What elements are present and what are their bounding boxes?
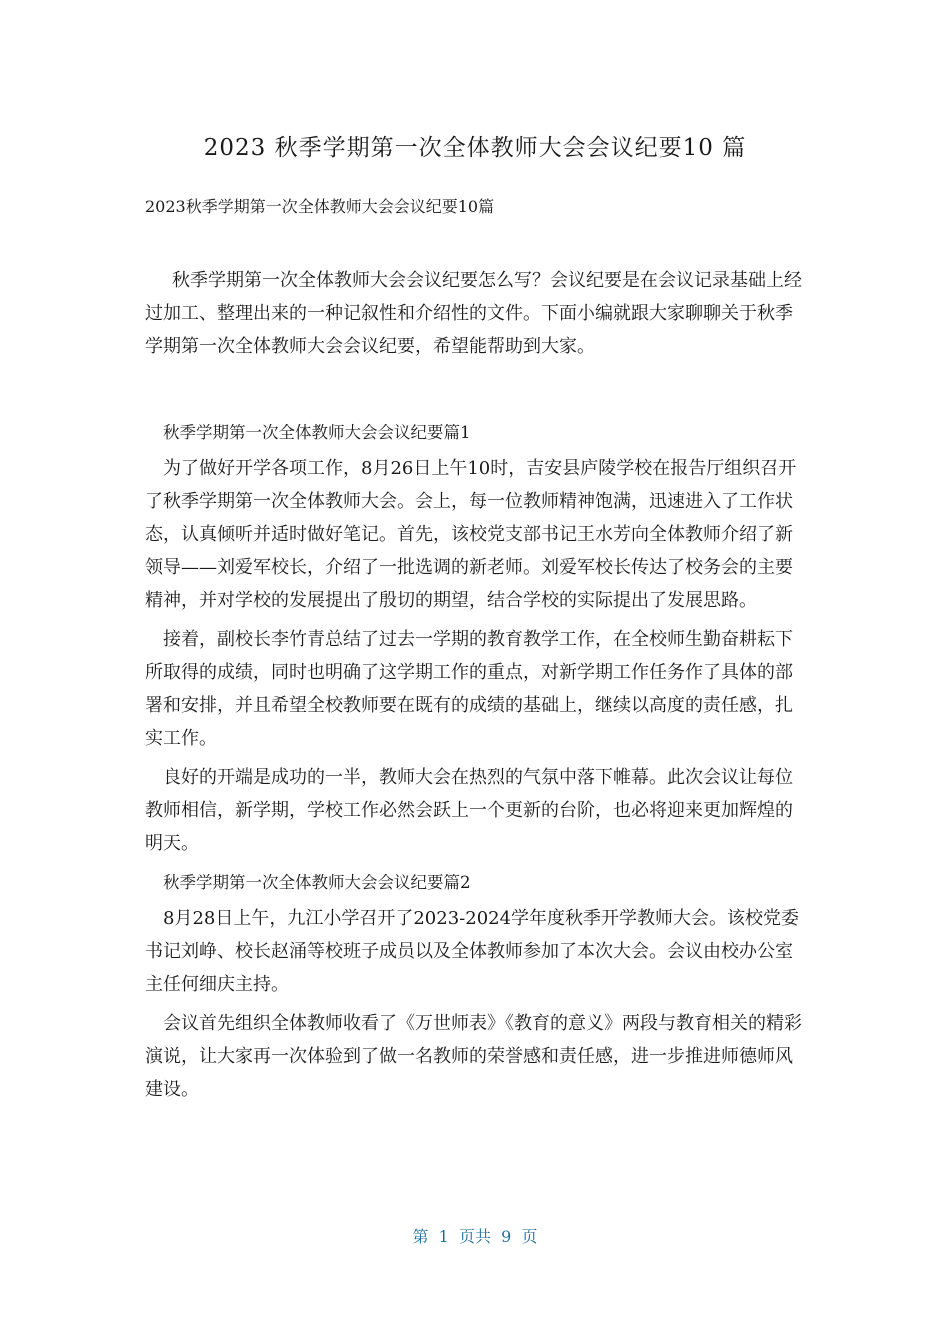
- section-heading: 秋季学期第一次全体教师大会会议纪要篇1: [163, 423, 471, 442]
- body-paragraph: 接着，副校长李竹青总结了过去一学期的教育教学工作，在全校师生勤奋耕耘下所取得的成绩，同时也明确了这学期工作的重点，对新学期工作任务作了具体的部署和安排，并且希望全校教师要在既有的成绩的基础上，继续以高度的责任感，扎实工作。: [145, 629, 793, 749]
- document-subtitle: 2023秋季学期第一次全体教师大会会议纪要10篇: [145, 197, 495, 216]
- intro-paragraph: 秋季学期第一次全体教师大会会议纪要怎么写？会议纪要是在会议记录基础上经过加工、整理出来的一种记叙性和介绍性的文件。下面小编就跟大家聊聊关于秋季学期第一次全体教师大会会议纪要，希望能帮助到大家。: [145, 270, 802, 357]
- body-paragraph: 会议首先组织全体教师收看了《万世师表》《教育的意义》两段与教育相关的精彩演说，让大家再一次体验到了做一名教师的荣誉感和责任感，进一步推进师德师风建设。: [145, 1013, 802, 1100]
- body-paragraph: 8月28日上午，九江小学召开了2023-2024学年度秋季开学教师大会。该校党委书记刘峥、校长赵涌等校班子成员以及全体教师参加了本次大会。会议由校办公室主任何细庆主持。: [145, 908, 800, 995]
- document-title: 2023 秋季学期第一次全体教师大会会议纪要10 篇: [203, 135, 747, 161]
- body-paragraph: 为了做好开学各项工作，8月26日上午10时，吉安县庐陵学校在报告厅组织召开了秋季学期第一次全体教师大会。会上，每一位教师精神饱满，迅速进入了工作状态，认真倾听并适时做好笔记。首先，该校党支部书记王水芳向全体教师介绍了新领导——刘爱军校长，介绍了一批选调的新老师。刘爱军校长传达了校务会的主要精神，并对学校的发展提出了殷切的期望，结合学校的实际提出了发展思路。: [145, 458, 797, 611]
- section-heading: 秋季学期第一次全体教师大会会议纪要篇2: [163, 873, 471, 892]
- document-body: [145, 416, 810, 1112]
- body-paragraph: 良好的开端是成功的一半，教师大会在热烈的气氛中落下帷幕。此次会议让每位教师相信，新学期，学校工作必然会跃上一个更新的台阶，也必将迎来更加辉煌的明天。: [145, 767, 793, 854]
- page-number-footer: 第 1 页共 9 页: [412, 1227, 538, 1246]
